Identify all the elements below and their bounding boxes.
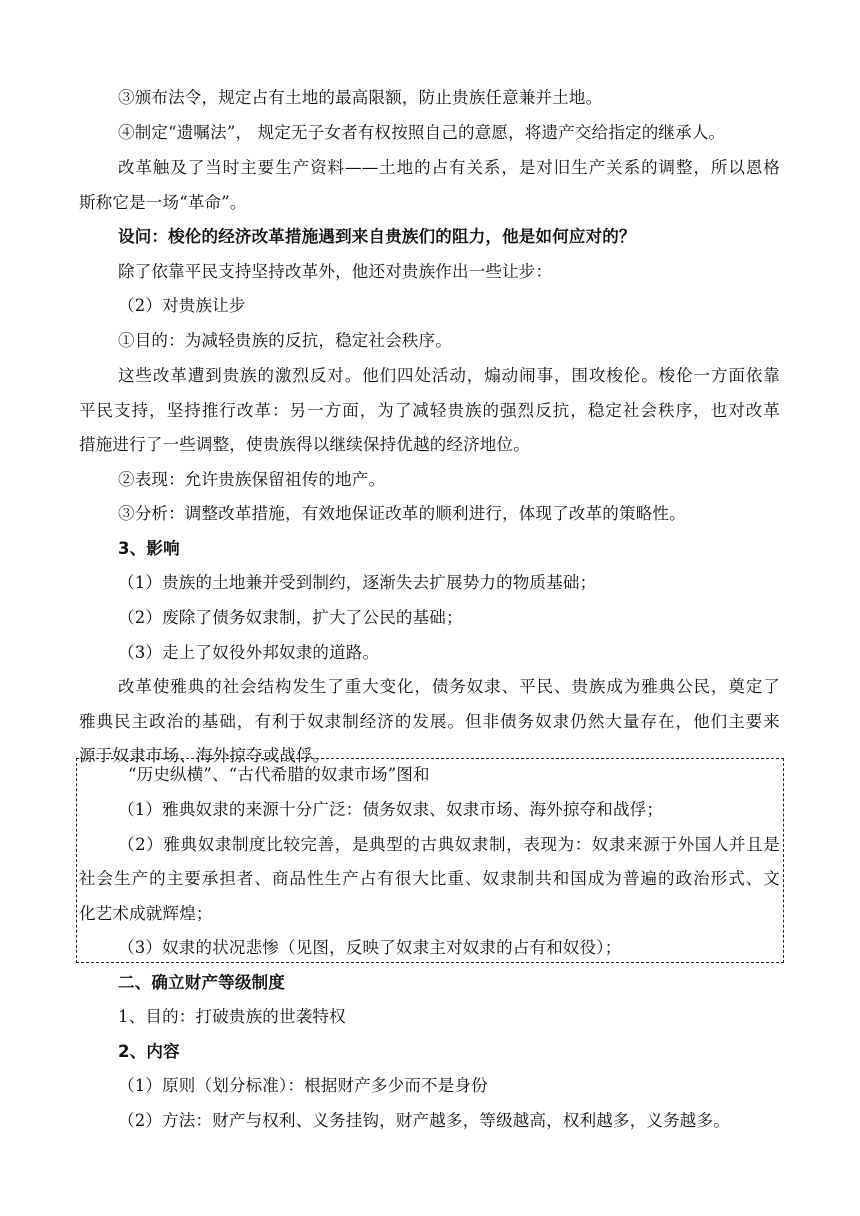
- list-item: （1）原则（划分标准）：根据财产多少而不是身份: [118, 1076, 488, 1095]
- paragraph-line: ③颁布法令，规定占有土地的最高限额，防止贵族任意兼并土地。: [118, 88, 603, 107]
- paragraph-line: 源于奴隶市场、海外掠夺或战俘。: [79, 746, 330, 765]
- paragraph-line: 除了依靠平民支持坚持改革外，他还对贵族作出一些让步：: [118, 262, 553, 281]
- paragraph-line: 改革触及了当时主要生产资料——土地的占有关系，是对旧生产关系的调整，所以恩格: [118, 158, 780, 177]
- paragraph-line: ③分析：调整改革措施，有效地保证改革的顺利进行，体现了改革的策略性。: [118, 504, 686, 523]
- paragraph-line: ②表现：允许贵族保留祖传的地产。: [118, 470, 386, 489]
- list-item: （2）方法：财产与权利、义务挂钩，财产越多，等级越高，权利越多，义务越多。: [118, 1111, 730, 1130]
- paragraph-line: 措施进行了一些调整，使贵族得以继续保持优越的经济地位。: [79, 435, 530, 454]
- list-item: （1）贵族的土地兼并受到制约，逐渐失去扩展势力的物质基础；: [118, 573, 597, 592]
- subheading: （2）对贵族让步: [118, 296, 246, 315]
- list-item: （3）走上了奴役外邦奴隶的道路。: [118, 643, 380, 662]
- note-box-line: （1）雅典奴隶的来源十分广泛：债务奴隶、奴隶市场、海外掠夺和战俘；: [118, 800, 664, 819]
- paragraph-line: 平民支持，坚持推行改革：另一方面，为了减轻贵族的强烈反抗，稳定社会秩序，也对改革: [79, 401, 780, 420]
- dashed-note-box: [76, 758, 784, 963]
- paragraph-line: 雅典民主政治的基础，有利于奴隶制经济的发展。但非债务奴隶仍然大量存在，他们主要来: [79, 712, 780, 731]
- paragraph-line: 1、目的：打破贵族的世袭特权: [118, 1007, 346, 1026]
- note-box-line: 化艺术成就辉煌；: [79, 904, 213, 923]
- note-box-line: “历史纵横”、“古代希腊的奴隶市场”图和: [128, 765, 430, 784]
- paragraph-line: ①目的：为减轻贵族的反抗，稳定社会秩序。: [118, 331, 452, 350]
- paragraph-line: 斯称它是一场“革命”。: [79, 193, 247, 212]
- section-heading: 二、确立财产等级制度: [118, 973, 285, 992]
- paragraph-line: 这些改革遭到贵族的激烈反对。他们四处活动，煽动闹事，围攻梭伦。梭伦一方面依靠: [118, 366, 780, 385]
- list-item: （2）废除了债务奴隶制，扩大了公民的基础；: [118, 608, 463, 627]
- note-box-line: 社会生产的主要承担者、商品性生产占有很大比重、奴隶制共和国成为普遍的政治形式、文: [79, 869, 780, 888]
- note-box-line: （3）奴隶的状况悲惨（见图，反映了奴隶主对奴隶的占有和奴役）；: [118, 938, 622, 957]
- section-heading: 3、影响: [118, 539, 180, 558]
- paragraph-line: 改革使雅典的社会结构发生了重大变化，债务奴隶、平民、贵族成为雅典公民，奠定了: [118, 677, 780, 696]
- question-heading: 设问：梭伦的经济改革措施遇到来自贵族们的阻力，他是如何应对的？: [118, 227, 636, 246]
- paragraph-line: ④制定“遗嘱法”， 规定无子女者有权按照自己的意愿，将遗产交给指定的继承人。: [118, 123, 726, 142]
- section-heading: 2、内容: [118, 1042, 180, 1061]
- note-box-line: （2）雅典奴隶制度比较完善，是典型的古典奴隶制，表现为：奴隶来源于外国人并且是: [118, 835, 780, 854]
